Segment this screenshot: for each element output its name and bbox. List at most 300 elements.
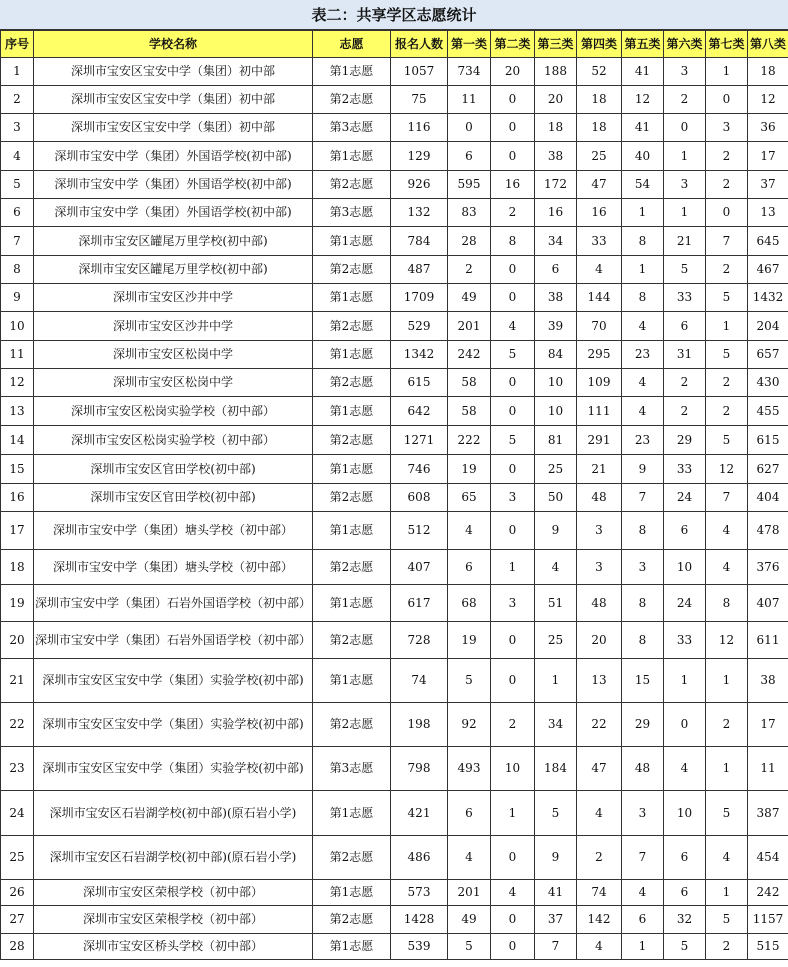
class-6-count: 2 — [664, 369, 706, 397]
class-2-count: 0 — [491, 86, 535, 114]
class-8-count: 38 — [748, 659, 788, 703]
class-7-count: 0 — [706, 86, 748, 114]
class-2-count: 4 — [491, 312, 535, 341]
class-1-count: 6 — [448, 550, 491, 585]
applicant-count: 539 — [391, 934, 448, 960]
school-name: 深圳市宝安中学（集团）外国语学校(初中部) — [34, 142, 313, 171]
header-school: 学校名称 — [34, 31, 313, 58]
class-3-count: 172 — [535, 171, 577, 199]
table-row — [1, 86, 788, 114]
class-7-count: 5 — [706, 426, 748, 455]
school-name: 深圳市宝安区罐尾万里学校(初中部) — [34, 227, 313, 256]
wish-order: 第2志愿 — [313, 369, 391, 397]
table-row — [1, 585, 788, 622]
table-row — [1, 550, 788, 585]
table-row — [1, 369, 788, 397]
class-6-count: 32 — [664, 906, 706, 934]
class-2-count: 1 — [491, 550, 535, 585]
class-4-count: 52 — [577, 58, 622, 86]
class-2-count: 0 — [491, 397, 535, 426]
class-5-count: 4 — [622, 397, 664, 426]
class-1-count: 49 — [448, 906, 491, 934]
class-8-count: 515 — [748, 934, 788, 960]
class-4-count: 13 — [577, 659, 622, 703]
applicant-count: 74 — [391, 659, 448, 703]
row-index: 21 — [1, 659, 34, 703]
school-name: 深圳市宝安中学（集团）石岩外国语学校（初中部） — [34, 585, 313, 622]
wish-order: 第2志愿 — [313, 622, 391, 659]
wish-order: 第3志愿 — [313, 747, 391, 791]
applicant-count: 1709 — [391, 284, 448, 312]
row-index: 26 — [1, 880, 34, 906]
class-4-count: 111 — [577, 397, 622, 426]
school-name: 深圳市宝安区官田学校(初中部) — [34, 484, 313, 512]
class-5-count: 8 — [622, 585, 664, 622]
row-index: 18 — [1, 550, 34, 585]
class-6-count: 0 — [664, 703, 706, 747]
applicant-count: 486 — [391, 836, 448, 880]
class-4-count: 142 — [577, 906, 622, 934]
table-row — [1, 256, 788, 284]
school-name: 深圳市宝安区荣根学校（初中部） — [34, 906, 313, 934]
class-5-count: 3 — [622, 550, 664, 585]
class-6-count: 2 — [664, 397, 706, 426]
class-1-count: 595 — [448, 171, 491, 199]
class-8-count: 657 — [748, 341, 788, 369]
class-6-count: 6 — [664, 880, 706, 906]
row-index: 8 — [1, 256, 34, 284]
class-4-count: 3 — [577, 550, 622, 585]
class-8-count: 455 — [748, 397, 788, 426]
wish-order: 第1志愿 — [313, 142, 391, 171]
class-4-count: 109 — [577, 369, 622, 397]
class-6-count: 33 — [664, 622, 706, 659]
wish-order: 第1志愿 — [313, 880, 391, 906]
wish-order: 第1志愿 — [313, 934, 391, 960]
class-2-count: 3 — [491, 484, 535, 512]
class-4-count: 33 — [577, 227, 622, 256]
class-6-count: 1 — [664, 659, 706, 703]
class-2-count: 16 — [491, 171, 535, 199]
class-3-count: 38 — [535, 284, 577, 312]
class-6-count: 6 — [664, 836, 706, 880]
class-5-count: 1 — [622, 256, 664, 284]
school-name: 深圳市宝安中学（集团）外国语学校(初中部) — [34, 199, 313, 227]
class-3-count: 51 — [535, 585, 577, 622]
applicant-count: 642 — [391, 397, 448, 426]
wish-order: 第3志愿 — [313, 114, 391, 142]
class-3-count: 16 — [535, 199, 577, 227]
table-row — [1, 512, 788, 550]
table-row — [1, 426, 788, 455]
class-1-count: 222 — [448, 426, 491, 455]
wish-order: 第1志愿 — [313, 58, 391, 86]
applicant-count: 75 — [391, 86, 448, 114]
class-4-count: 3 — [577, 512, 622, 550]
class-4-count: 291 — [577, 426, 622, 455]
class-6-count: 10 — [664, 550, 706, 585]
class-4-count: 47 — [577, 747, 622, 791]
class-4-count: 18 — [577, 114, 622, 142]
class-2-count: 0 — [491, 455, 535, 484]
class-5-count: 7 — [622, 836, 664, 880]
row-index: 6 — [1, 199, 34, 227]
table-row — [1, 199, 788, 227]
school-name: 深圳市宝安区石岩湖学校(初中部)(原石岩小学) — [34, 836, 313, 880]
class-3-count: 34 — [535, 227, 577, 256]
class-2-count: 0 — [491, 659, 535, 703]
class-1-count: 19 — [448, 622, 491, 659]
wish-order: 第2志愿 — [313, 550, 391, 585]
class-3-count: 184 — [535, 747, 577, 791]
class-5-count: 8 — [622, 622, 664, 659]
class-3-count: 1 — [535, 659, 577, 703]
table-title: 表二：共享学区志愿统计 — [0, 0, 788, 30]
class-8-count: 11 — [748, 747, 788, 791]
class-8-count: 17 — [748, 703, 788, 747]
wish-order: 第1志愿 — [313, 585, 391, 622]
class-5-count: 4 — [622, 880, 664, 906]
class-5-count: 41 — [622, 114, 664, 142]
class-8-count: 12 — [748, 86, 788, 114]
school-name: 深圳市宝安区桥头学校（初中部） — [34, 934, 313, 960]
school-name: 深圳市宝安区官田学校(初中部) — [34, 455, 313, 484]
class-8-count: 454 — [748, 836, 788, 880]
applicant-count: 1057 — [391, 58, 448, 86]
applicant-count: 116 — [391, 114, 448, 142]
table-row — [1, 703, 788, 747]
class-1-count: 6 — [448, 791, 491, 836]
class-2-count: 10 — [491, 747, 535, 791]
class-2-count: 5 — [491, 426, 535, 455]
wish-order: 第2志愿 — [313, 836, 391, 880]
class-5-count: 6 — [622, 906, 664, 934]
class-1-count: 68 — [448, 585, 491, 622]
applicant-count: 784 — [391, 227, 448, 256]
school-name: 深圳市宝安中学（集团）石岩外国语学校（初中部） — [34, 622, 313, 659]
class-3-count: 10 — [535, 369, 577, 397]
class-7-count: 2 — [706, 256, 748, 284]
class-8-count: 645 — [748, 227, 788, 256]
class-7-count: 5 — [706, 906, 748, 934]
class-8-count: 615 — [748, 426, 788, 455]
table-row — [1, 227, 788, 256]
class-4-count: 144 — [577, 284, 622, 312]
school-name: 深圳市宝安区松岗中学 — [34, 369, 313, 397]
class-7-count: 2 — [706, 934, 748, 960]
class-4-count: 25 — [577, 142, 622, 171]
class-8-count: 1432 — [748, 284, 788, 312]
class-8-count: 404 — [748, 484, 788, 512]
class-7-count: 2 — [706, 703, 748, 747]
class-4-count: 4 — [577, 791, 622, 836]
table-row — [1, 455, 788, 484]
school-name: 深圳市宝安中学（集团）外国语学校(初中部) — [34, 171, 313, 199]
class-6-count: 4 — [664, 747, 706, 791]
class-1-count: 65 — [448, 484, 491, 512]
class-5-count: 54 — [622, 171, 664, 199]
class-8-count: 430 — [748, 369, 788, 397]
class-6-count: 5 — [664, 256, 706, 284]
header-row — [1, 31, 788, 58]
table-row — [1, 58, 788, 86]
class-5-count: 3 — [622, 791, 664, 836]
class-5-count: 8 — [622, 284, 664, 312]
class-4-count: 4 — [577, 934, 622, 960]
applicant-count: 798 — [391, 747, 448, 791]
applicant-count: 132 — [391, 199, 448, 227]
row-index: 28 — [1, 934, 34, 960]
school-name: 深圳市宝安区松岗中学 — [34, 341, 313, 369]
class-3-count: 6 — [535, 256, 577, 284]
wish-order: 第1志愿 — [313, 659, 391, 703]
table-row — [1, 836, 788, 880]
wish-order: 第2志愿 — [313, 312, 391, 341]
class-4-count: 4 — [577, 256, 622, 284]
class-3-count: 9 — [535, 512, 577, 550]
wish-order: 第1志愿 — [313, 341, 391, 369]
class-2-count: 0 — [491, 369, 535, 397]
table-row — [1, 142, 788, 171]
class-2-count: 0 — [491, 934, 535, 960]
wish-order: 第1志愿 — [313, 512, 391, 550]
class-5-count: 41 — [622, 58, 664, 86]
row-index: 20 — [1, 622, 34, 659]
school-name: 深圳市宝安区松岗实验学校（初中部） — [34, 397, 313, 426]
class-4-count: 48 — [577, 484, 622, 512]
class-3-count: 25 — [535, 622, 577, 659]
wish-order: 第1志愿 — [313, 284, 391, 312]
school-name: 深圳市宝安区罐尾万里学校(初中部) — [34, 256, 313, 284]
applicant-count: 617 — [391, 585, 448, 622]
applicant-count: 1428 — [391, 906, 448, 934]
class-4-count: 48 — [577, 585, 622, 622]
class-8-count: 467 — [748, 256, 788, 284]
table-row — [1, 622, 788, 659]
class-5-count: 9 — [622, 455, 664, 484]
wish-order: 第1志愿 — [313, 455, 391, 484]
table-row — [1, 747, 788, 791]
row-index: 23 — [1, 747, 34, 791]
class-6-count: 3 — [664, 171, 706, 199]
class-5-count: 23 — [622, 341, 664, 369]
wish-order: 第1志愿 — [313, 397, 391, 426]
class-6-count: 31 — [664, 341, 706, 369]
table-row — [1, 791, 788, 836]
school-name: 深圳市宝安中学（集团）塘头学校（初中部） — [34, 512, 313, 550]
class-6-count: 10 — [664, 791, 706, 836]
class-7-count: 12 — [706, 622, 748, 659]
class-3-count: 7 — [535, 934, 577, 960]
row-index: 3 — [1, 114, 34, 142]
class-7-count: 7 — [706, 227, 748, 256]
class-3-count: 84 — [535, 341, 577, 369]
applicant-count: 728 — [391, 622, 448, 659]
class-3-count: 39 — [535, 312, 577, 341]
class-8-count: 407 — [748, 585, 788, 622]
class-8-count: 36 — [748, 114, 788, 142]
class-5-count: 12 — [622, 86, 664, 114]
row-index: 9 — [1, 284, 34, 312]
class-6-count: 3 — [664, 58, 706, 86]
row-index: 17 — [1, 512, 34, 550]
class-4-count: 2 — [577, 836, 622, 880]
table-row — [1, 341, 788, 369]
class-3-count: 9 — [535, 836, 577, 880]
class-6-count: 0 — [664, 114, 706, 142]
table-row — [1, 171, 788, 199]
wish-order: 第2志愿 — [313, 484, 391, 512]
header-class-2: 第二类 — [491, 31, 535, 58]
class-7-count: 2 — [706, 171, 748, 199]
class-5-count: 4 — [622, 369, 664, 397]
table-row — [1, 284, 788, 312]
table-row — [1, 312, 788, 341]
class-2-count: 0 — [491, 284, 535, 312]
class-3-count: 20 — [535, 86, 577, 114]
row-index: 4 — [1, 142, 34, 171]
class-7-count: 1 — [706, 659, 748, 703]
table-row — [1, 114, 788, 142]
class-4-count: 22 — [577, 703, 622, 747]
applicant-count: 487 — [391, 256, 448, 284]
class-1-count: 58 — [448, 397, 491, 426]
row-index: 14 — [1, 426, 34, 455]
class-4-count: 47 — [577, 171, 622, 199]
class-7-count: 2 — [706, 142, 748, 171]
class-6-count: 24 — [664, 484, 706, 512]
applicant-count: 198 — [391, 703, 448, 747]
class-6-count: 29 — [664, 426, 706, 455]
applicant-count: 746 — [391, 455, 448, 484]
class-7-count: 7 — [706, 484, 748, 512]
class-7-count: 2 — [706, 397, 748, 426]
class-8-count: 37 — [748, 171, 788, 199]
class-7-count: 5 — [706, 341, 748, 369]
class-6-count: 1 — [664, 199, 706, 227]
table-row — [1, 880, 788, 906]
class-2-count: 0 — [491, 142, 535, 171]
row-index: 15 — [1, 455, 34, 484]
class-5-count: 7 — [622, 484, 664, 512]
class-2-count: 0 — [491, 114, 535, 142]
class-1-count: 201 — [448, 312, 491, 341]
wish-order: 第3志愿 — [313, 199, 391, 227]
class-5-count: 23 — [622, 426, 664, 455]
class-4-count: 16 — [577, 199, 622, 227]
class-1-count: 0 — [448, 114, 491, 142]
data-table — [0, 30, 788, 960]
wish-order: 第2志愿 — [313, 171, 391, 199]
class-1-count: 4 — [448, 512, 491, 550]
class-3-count: 25 — [535, 455, 577, 484]
school-name: 深圳市宝安区沙井中学 — [34, 284, 313, 312]
class-7-count: 8 — [706, 585, 748, 622]
class-2-count: 20 — [491, 58, 535, 86]
row-index: 24 — [1, 791, 34, 836]
class-5-count: 1 — [622, 199, 664, 227]
school-name: 深圳市宝安区石岩湖学校(初中部)(原石岩小学) — [34, 791, 313, 836]
row-index: 27 — [1, 906, 34, 934]
class-3-count: 34 — [535, 703, 577, 747]
class-1-count: 2 — [448, 256, 491, 284]
class-3-count: 4 — [535, 550, 577, 585]
class-3-count: 41 — [535, 880, 577, 906]
class-1-count: 92 — [448, 703, 491, 747]
row-index: 25 — [1, 836, 34, 880]
class-4-count: 21 — [577, 455, 622, 484]
class-1-count: 5 — [448, 659, 491, 703]
school-name: 深圳市宝安中学（集团）塘头学校（初中部） — [34, 550, 313, 585]
applicant-count: 421 — [391, 791, 448, 836]
table-row — [1, 659, 788, 703]
class-8-count: 387 — [748, 791, 788, 836]
applicant-count: 407 — [391, 550, 448, 585]
table-row — [1, 934, 788, 960]
applicant-count: 1271 — [391, 426, 448, 455]
class-8-count: 13 — [748, 199, 788, 227]
class-4-count: 295 — [577, 341, 622, 369]
class-2-count: 2 — [491, 199, 535, 227]
class-8-count: 242 — [748, 880, 788, 906]
school-name: 深圳市宝安区宝安中学（集团）实验学校(初中部) — [34, 703, 313, 747]
row-index: 12 — [1, 369, 34, 397]
header-class-8: 第八类 — [748, 31, 788, 58]
class-7-count: 3 — [706, 114, 748, 142]
class-1-count: 4 — [448, 836, 491, 880]
class-3-count: 5 — [535, 791, 577, 836]
table-body — [1, 58, 788, 960]
class-8-count: 17 — [748, 142, 788, 171]
class-8-count: 376 — [748, 550, 788, 585]
class-4-count: 18 — [577, 86, 622, 114]
class-7-count: 2 — [706, 369, 748, 397]
class-3-count: 81 — [535, 426, 577, 455]
class-4-count: 70 — [577, 312, 622, 341]
class-4-count: 20 — [577, 622, 622, 659]
wish-order: 第2志愿 — [313, 256, 391, 284]
wish-order: 第2志愿 — [313, 703, 391, 747]
class-7-count: 5 — [706, 791, 748, 836]
class-3-count: 37 — [535, 906, 577, 934]
class-5-count: 40 — [622, 142, 664, 171]
header-index: 序号 — [1, 31, 34, 58]
class-2-count: 8 — [491, 227, 535, 256]
class-2-count: 0 — [491, 512, 535, 550]
class-6-count: 2 — [664, 86, 706, 114]
class-6-count: 5 — [664, 934, 706, 960]
class-8-count: 18 — [748, 58, 788, 86]
class-7-count: 0 — [706, 199, 748, 227]
header-applicants: 报名人数 — [391, 31, 448, 58]
class-6-count: 33 — [664, 284, 706, 312]
class-1-count: 49 — [448, 284, 491, 312]
school-name: 深圳市宝安区松岗实验学校（初中部） — [34, 426, 313, 455]
class-6-count: 6 — [664, 312, 706, 341]
applicant-count: 129 — [391, 142, 448, 171]
class-3-count: 38 — [535, 142, 577, 171]
class-5-count: 8 — [622, 512, 664, 550]
class-7-count: 1 — [706, 880, 748, 906]
class-7-count: 4 — [706, 836, 748, 880]
wish-order: 第2志愿 — [313, 426, 391, 455]
class-1-count: 201 — [448, 880, 491, 906]
row-index: 7 — [1, 227, 34, 256]
school-name: 深圳市宝安区宝安中学（集团）实验学校(初中部) — [34, 659, 313, 703]
class-7-count: 1 — [706, 747, 748, 791]
row-index: 1 — [1, 58, 34, 86]
class-1-count: 11 — [448, 86, 491, 114]
